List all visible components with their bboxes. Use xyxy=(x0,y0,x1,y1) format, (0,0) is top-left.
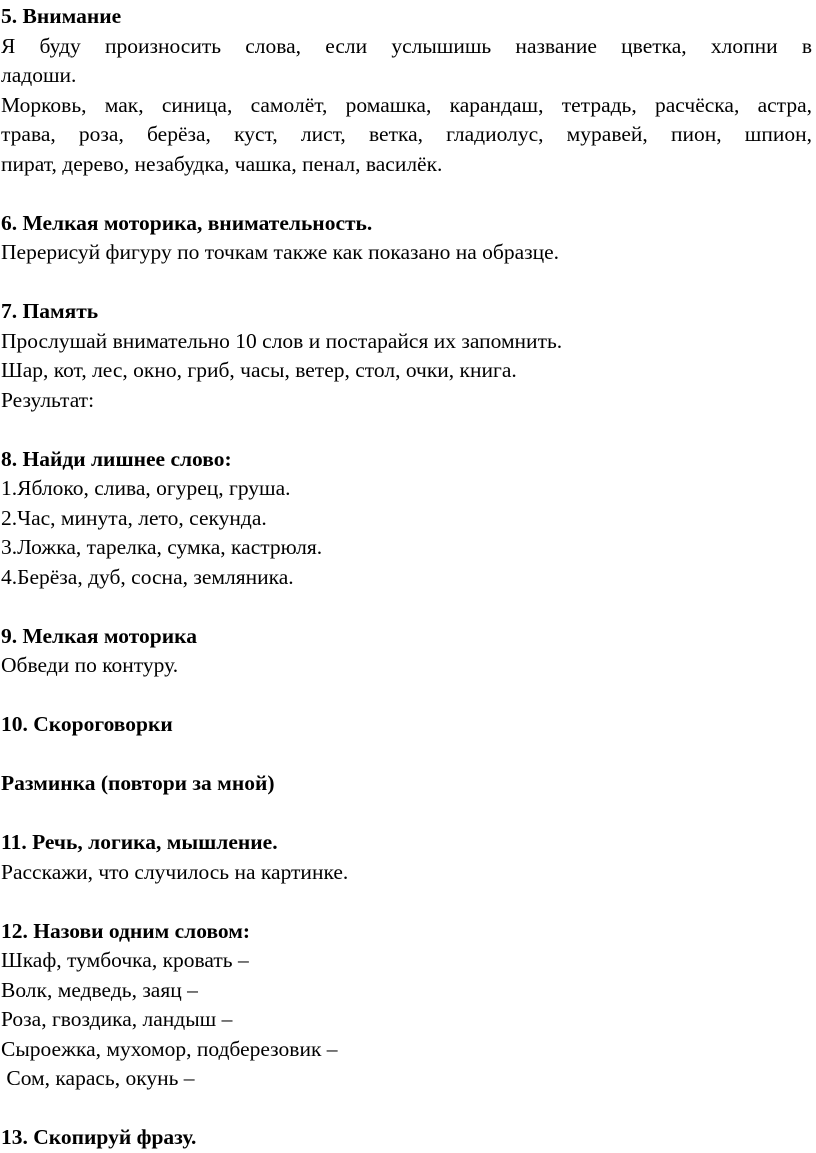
instruction-text: Я буду произносить слова, если услышишь название цветка, хлопни в xyxy=(1,33,812,58)
section-heading: 9. Мелкая моторика xyxy=(1,623,197,648)
instruction-text: Обведи по контуру. xyxy=(1,653,179,677)
instruction-text: Расскажи, что случилось на картинке. xyxy=(1,859,349,884)
section-speech-logic xyxy=(1,828,812,887)
instruction-text: ладоши. xyxy=(1,63,77,87)
section-heading: 6. Мелкая моторика, внимательность. xyxy=(1,210,373,235)
section-tongue-twisters xyxy=(1,710,812,740)
result-label: Результат: xyxy=(1,387,95,412)
list-item: Сом, карась, окунь – xyxy=(1,1066,195,1090)
section-heading: 7. Память xyxy=(1,299,99,323)
section-heading: 5. Внимание xyxy=(1,4,122,28)
section-heading: Разминка (повтори за мной) xyxy=(1,771,275,795)
list-item: Роза, гвоздика, ландыш – xyxy=(1,1007,233,1031)
section-heading: 8. Найди лишнее слово: xyxy=(1,446,232,471)
section-heading: 11. Речь, логика, мышление. xyxy=(1,830,278,854)
word-list-text: пират, дерево, незабудка, чашка, пенал, василёк. xyxy=(1,151,443,176)
section-heading: 13. Скопируй фразу. xyxy=(1,1125,197,1149)
section-attention xyxy=(1,2,812,179)
section-memory xyxy=(1,297,812,415)
instruction-text: Прослушай внимательно 10 слов и постарайся их запомнить. xyxy=(1,328,563,353)
section-fine-motor xyxy=(1,622,812,681)
word-list-text: Шар, кот, лес, окно, гриб, часы, ветер, стол, очки, книга. xyxy=(1,358,517,382)
list-item: 2.Час, минута, лето, секунда. xyxy=(1,505,267,530)
list-item: Волк, медведь, заяц – xyxy=(1,977,198,1002)
word-list-text: Морковь, мак, синица, самолёт, ромашка, карандаш, тетрадь, расчёска, астра, xyxy=(1,92,812,117)
section-copy-phrase xyxy=(1,1123,812,1153)
section-warmup xyxy=(1,769,812,799)
list-item: Сыроежка, мухомор, подберезовик – xyxy=(1,1036,338,1061)
section-name-in-one-word xyxy=(1,917,812,1094)
instruction-text: Перерисуй фигуру по точкам также как показано на образце. xyxy=(1,240,560,264)
list-item: 1.Яблоко, слива, огурец, груша. xyxy=(1,476,291,500)
section-odd-word xyxy=(1,445,812,593)
word-list-text: трава, роза, берёза, куст, лист, ветка, гладиолус, муравей, пион, шпион, xyxy=(1,122,812,146)
list-item: Шкаф, тумбочка, кровать – xyxy=(1,948,249,972)
list-item: 3.Ложка, тарелка, сумка, кастрюля. xyxy=(1,535,323,559)
section-heading: 12. Назови одним словом: xyxy=(1,918,251,943)
list-item: 4.Берёза, дуб, сосна, земляника. xyxy=(1,564,294,589)
section-fine-motor-attentiveness xyxy=(1,209,812,268)
section-heading: 10. Скороговорки xyxy=(1,712,173,736)
